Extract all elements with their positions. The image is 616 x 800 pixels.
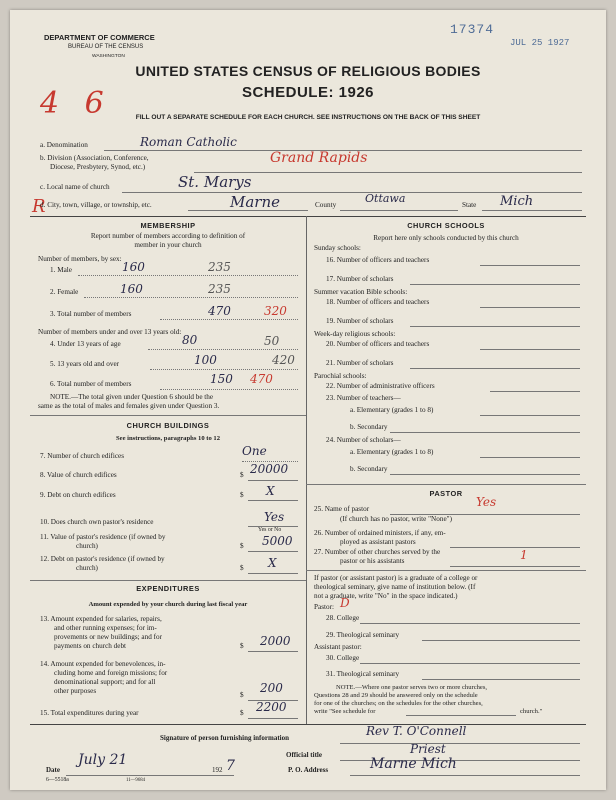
city-label: d. City, town, village, or township, etc.: [40, 201, 152, 209]
q5-value: 100: [194, 353, 217, 367]
schedule-title: SCHEDULE: 1926: [241, 84, 375, 101]
age-label: Number of members under and over 13 years old:: [38, 328, 182, 336]
church-name-value: St. Marys: [178, 173, 252, 191]
pastor-sub-label: Pastor:: [314, 603, 334, 611]
q9-dollar: $: [240, 491, 244, 499]
q12-dollar: $: [240, 564, 244, 572]
q3-value: 470: [208, 304, 231, 318]
division-label-1: b. Division (Association, Conference,: [40, 154, 149, 162]
pastor-note-4: write "See schedule for: [314, 708, 376, 715]
buildings-heading: CHURCH BUILDINGS: [126, 421, 210, 430]
grad-instruction-2: theological seminary, give name of institution below. (If: [314, 583, 476, 591]
denomination-value: Roman Catholic: [140, 135, 237, 149]
q25-value: Yes: [476, 495, 497, 509]
q1-label: 1. Male: [50, 266, 72, 274]
q13-value: 2000: [260, 634, 291, 648]
q8-value: 20000: [250, 462, 289, 476]
membership-heading: MEMBERSHIP: [140, 221, 196, 230]
q23-label: 23. Number of teachers—: [326, 394, 401, 402]
q3-value-correction: 320: [264, 304, 287, 318]
q6-value: 150: [210, 372, 233, 386]
q13-label-3: provements or new buildings; and for: [54, 633, 162, 641]
expenditures-sub: Amount expended by your church during last fiscal year: [88, 601, 248, 608]
red-handwritten-mark: 4 6: [40, 86, 112, 121]
q22-label: 22. Number of administrative officers: [326, 382, 435, 390]
q8-dollar: $: [240, 471, 244, 479]
state-label: State: [462, 201, 477, 209]
q13-label-4: payments on church debt: [54, 642, 127, 650]
q11-label-2: church): [76, 542, 98, 550]
signature-label: Signature of person furnishing information: [160, 734, 289, 742]
q18-label: 18. Number of officers and teachers: [326, 298, 430, 306]
date-label: Date: [46, 766, 60, 774]
pastor-note-3: for one of the churches; on the schedules for the other churches,: [314, 700, 483, 707]
membership-divider: [30, 415, 306, 416]
q13-dollar: $: [240, 642, 244, 650]
q11-value: 5000: [262, 534, 293, 548]
q31-label: 31. Theological seminary: [326, 670, 400, 678]
pastor-note-1: NOTE.—Where one pastor serves two or more churches,: [336, 684, 488, 691]
state-value: Mich: [500, 194, 534, 209]
q13-label-2: and other running expenses; for im-: [54, 624, 157, 632]
q27-value: 1: [520, 548, 528, 562]
q24a-label: a. Elementary (grades 1 to 8): [350, 448, 434, 456]
q8-label: 8. Value of church edifices: [40, 471, 117, 479]
year-prefix: 192: [212, 766, 223, 774]
r-mark: R: [32, 196, 46, 217]
table-top-rule: [30, 216, 586, 217]
center-divider: [306, 216, 307, 724]
q2-value-alt: 235: [208, 282, 231, 296]
pastor-mark: D: [340, 596, 350, 610]
schools-sub: Report here only schools conducted by this church: [373, 234, 519, 242]
year-digit: 7: [226, 758, 235, 774]
q21-label: 21. Number of scholars: [326, 359, 394, 367]
q6-label: 6. Total number of members: [50, 380, 132, 388]
q13-label-1: 13. Amount expended for salaries, repairs,: [40, 615, 162, 623]
official-title-value: Priest: [410, 742, 446, 756]
buildings-sub: See instructions, paragraphs 10 to 12: [115, 435, 221, 442]
q15-label: 15. Total expenditures during year: [40, 709, 139, 717]
q4-label: 4. Under 13 years of age: [50, 340, 121, 348]
table-bottom-rule: [30, 724, 586, 725]
q24-label: 24. Number of scholars—: [326, 436, 401, 444]
sunday-label: Sunday schools:: [314, 244, 361, 252]
division-value: Grand Rapids: [270, 150, 368, 166]
membership-note-1: NOTE.—The total given under Question 6 should be the: [50, 393, 214, 401]
city-value: Marne: [230, 193, 281, 211]
q14-label-2: cluding home and foreign missions; for: [54, 669, 168, 677]
bureau-city: WASHINGTON: [92, 54, 125, 59]
pastor-grad-divider: [306, 570, 586, 571]
q9-label: 9. Debt on church edifices: [40, 491, 116, 499]
pastor-note-5: church.": [520, 708, 543, 715]
q12-value: X: [268, 556, 277, 570]
q14-value: 200: [260, 681, 283, 695]
form-instruction: FILL OUT A SEPARATE SCHEDULE FOR EACH CHURCH. SEE INSTRUCTIONS ON THE BACK OF THIS SHEET: [135, 114, 481, 121]
stamp-number: 17374: [450, 22, 495, 37]
q24b-label: b. Secondary: [350, 465, 388, 473]
q26-label-1: 26. Number of ordained ministers, if any, em-: [314, 529, 446, 537]
q2-label: 2. Female: [50, 288, 79, 296]
q26-label-2: ployed as assistant pastors: [340, 538, 416, 546]
po-address-value: Marne Mich: [370, 756, 457, 772]
q23b-label: b. Secondary: [350, 423, 388, 431]
q12-label-2: church): [76, 564, 98, 572]
form-number: 6—5518a: [46, 777, 69, 783]
q9-value: X: [266, 484, 275, 498]
denomination-label: a. Denomination: [40, 141, 88, 149]
church-name-label: c. Local name of church: [40, 183, 110, 191]
parochial-label: Parochial schools:: [314, 372, 367, 380]
dept-name: DEPARTMENT OF COMMERCE: [44, 33, 155, 42]
q14-label-3: denominational support; and for all: [54, 678, 156, 686]
asst-pastor-label: Assistant pastor:: [314, 643, 362, 651]
schools-heading: CHURCH SCHOOLS: [407, 221, 485, 230]
q15-value: 2200: [256, 700, 287, 714]
stamp-date: JUL 25 1927: [510, 38, 570, 48]
signature-value: Rev T. O'Connell: [366, 724, 467, 738]
q28-label: 28. College: [326, 614, 360, 622]
q11-dollar: $: [240, 542, 244, 550]
form-title: UNITED STATES CENSUS OF RELIGIOUS BODIES: [135, 63, 481, 79]
pastor-note-2: Questions 28 and 29 should be answered only on the schedule: [314, 692, 478, 699]
q6-value-correction: 470: [250, 372, 273, 386]
pastor-heading: PASTOR: [429, 489, 463, 498]
po-address-label: P. O. Address: [288, 766, 329, 774]
q2-value: 160: [120, 282, 143, 296]
q5-label: 5. 13 years old and over: [50, 360, 120, 368]
q25-label: 25. Name of pastor: [314, 505, 370, 513]
yes-no-hint: Yes or No: [258, 527, 282, 533]
q1-value: 160: [122, 260, 145, 274]
q14-label-4: other purposes: [54, 687, 97, 695]
buildings-divider: [30, 580, 306, 581]
q10-value: Yes: [264, 510, 285, 524]
grad-instruction-3: not a graduate, write "No" in the space indicated.): [314, 592, 458, 600]
census-schedule-page: [10, 10, 606, 790]
membership-intro-2: member in your church: [134, 241, 202, 249]
q4-value-alt: 50: [264, 334, 280, 348]
q11-label-1: 11. Value of pastor's residence (if owned by: [40, 533, 166, 541]
membership-intro-1: Report number of members according to definition of: [90, 232, 246, 240]
q25-note: (If church has no pastor, write "None"): [340, 515, 452, 523]
q27-label-1: 27. Number of other churches served by the: [314, 548, 441, 556]
q7-label: 7. Number of church edifices: [40, 452, 125, 460]
county-value: Ottawa: [365, 192, 406, 205]
county-label: County: [315, 201, 337, 209]
official-title-label: Official title: [286, 751, 322, 759]
weekday-label: Week-day religious schools:: [314, 330, 396, 338]
q20-label: 20. Number of officers and teachers: [326, 340, 430, 348]
q27-label-2: pastor or his assistants: [340, 557, 405, 565]
summer-label: Summer vacation Bible schools:: [314, 288, 408, 296]
schools-divider: [306, 484, 586, 485]
q4-value: 80: [182, 333, 198, 347]
q23a-label: a. Elementary (grades 1 to 8): [350, 406, 434, 414]
q10-label: 10. Does church own pastor's residence: [40, 518, 154, 526]
date-value: July 21: [78, 752, 128, 768]
q19-label: 19. Number of scholars: [326, 317, 394, 325]
q14-dollar: $: [240, 691, 244, 699]
q5-value-alt: 420: [272, 353, 295, 367]
q14-label-1: 14. Amount expended for benevolences, in-: [40, 660, 166, 668]
bureau-name: BUREAU OF THE CENSUS: [68, 44, 144, 50]
q16-label: 16. Number of officers and teachers: [326, 256, 430, 264]
q15-dollar: $: [240, 709, 244, 717]
membership-note-2: same as the total of males and females given under Question 3.: [38, 402, 220, 410]
q12-label-1: 12. Debt on pastor's residence (if owned by: [40, 555, 165, 563]
division-label-2: Diocese, Presbytery, Synod, etc.): [50, 163, 146, 171]
q1-value-alt: 235: [208, 260, 231, 274]
form-number-2: 11—9684: [126, 778, 146, 783]
expenditures-heading: EXPENDITURES: [136, 584, 200, 593]
q3-label: 3. Total number of members: [50, 310, 132, 318]
q17-label: 17. Number of scholars: [326, 275, 394, 283]
q7-value: One: [242, 444, 267, 458]
by-sex-label: Number of members, by sex:: [38, 255, 122, 263]
q30-label: 30. College: [326, 654, 360, 662]
q29-label: 29. Theological seminary: [326, 631, 400, 639]
grad-instruction-1: If pastor (or assistant pastor) is a graduate of a college or: [314, 574, 478, 582]
